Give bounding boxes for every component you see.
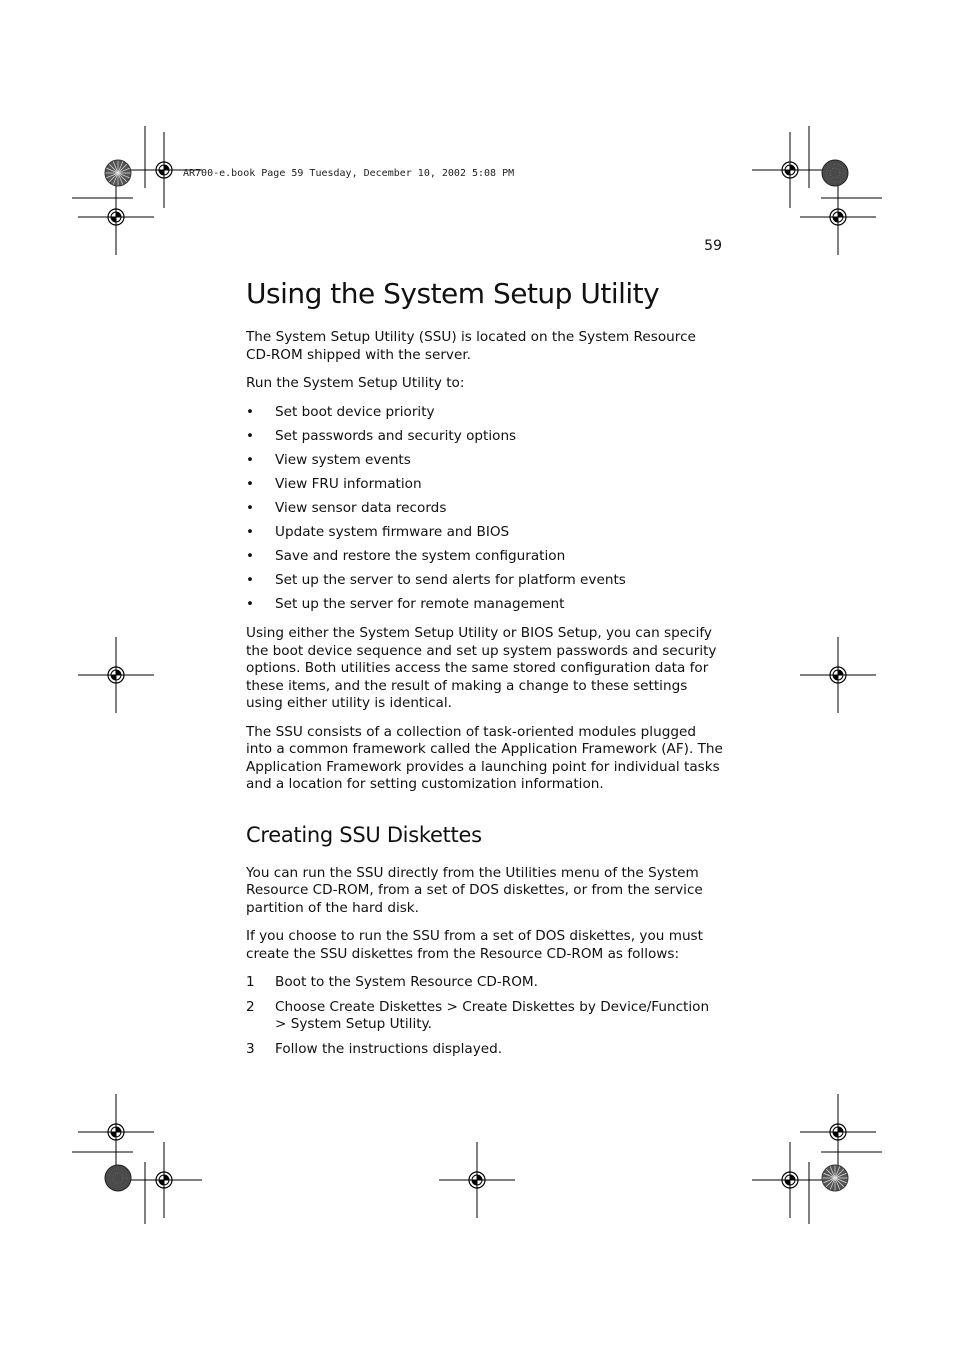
step-item [246, 974, 724, 992]
bullet: • [246, 427, 255, 444]
list-item [246, 596, 724, 614]
list-item-text: Set passwords and security options [275, 427, 517, 444]
bullet: • [246, 499, 255, 516]
step-text: Choose Create Diskettes > Create Diskettes by Device/Function > System Setup Utility. [275, 998, 710, 1032]
list-item-text: Update system firmware and BIOS [275, 523, 510, 540]
list-item [246, 452, 724, 470]
list-item [246, 524, 724, 542]
list-item-text: View sensor data records [275, 499, 447, 516]
steps-list [246, 974, 724, 1058]
list-item [246, 404, 724, 422]
step-item [246, 999, 724, 1034]
list-item-text: Save and restore the system configuration [275, 547, 566, 564]
step-number: 3 [246, 1040, 255, 1057]
print-slug: AR700-e.book Page 59 Tuesday, December 10, 2002 5:08 PM [183, 168, 515, 179]
list-item-text: Set up the server for remote management [275, 595, 565, 612]
feature-list [246, 404, 724, 614]
run-lead-paragraph: Run the System Setup Utility to: [246, 375, 465, 391]
bullet: • [246, 571, 255, 588]
bullet: • [246, 451, 255, 468]
list-item-text: View FRU information [275, 475, 422, 492]
page-number: 59 [704, 238, 722, 254]
list-item [246, 500, 724, 518]
bullet: • [246, 403, 255, 420]
paragraph-run-options: You can run the SSU directly from the Utilities menu of the System Resource CD-ROM, from a set of DOS diskettes, or from the service partition of the hard disk. [246, 864, 703, 916]
list-item [246, 428, 724, 446]
step-text: Boot to the System Resource CD-ROM. [275, 974, 538, 990]
intro-paragraph: The System Setup Utility (SSU) is located on the System Resource CD-ROM shipped with the server. [246, 329, 696, 363]
bullet: • [246, 523, 255, 540]
step-text: Follow the instructions displayed. [275, 1040, 503, 1057]
paragraph-application-framework: The SSU consists of a collection of task-oriented modules plugged into a common framework called the Application Framework (AF). The Application Framework provides a launching point for individual tasks and a location for setting customization information. [246, 723, 723, 792]
list-item [246, 548, 724, 566]
section-title: Creating SSU Diskettes [246, 822, 482, 847]
paragraph-diskette-intro: If you choose to run the SSU from a set of DOS diskettes, you must create the SSU diskettes from the Resource CD-ROM as follows: [246, 928, 703, 962]
list-item-text: View system events [275, 451, 411, 468]
list-item-text: Set up the server to send alerts for platform events [275, 571, 626, 588]
bullet: • [246, 547, 255, 564]
bullet: • [246, 475, 255, 492]
list-item-text: Set boot device priority [275, 403, 435, 420]
paragraph-bios-setup: Using either the System Setup Utility or BIOS Setup, you can specify the boot device sequence and set up system passwords and security options. Both utilities access the same stored configuration data for these items, and the result of making a change to these settings using either utility is identical. [246, 625, 717, 711]
step-item [246, 1041, 724, 1059]
bullet: • [246, 595, 255, 612]
page-content [246, 277, 724, 1070]
list-item [246, 476, 724, 494]
step-number: 1 [246, 974, 255, 990]
list-item [246, 572, 724, 590]
page-title: Using the System Setup Utility [246, 277, 660, 310]
step-number: 2 [246, 998, 255, 1015]
